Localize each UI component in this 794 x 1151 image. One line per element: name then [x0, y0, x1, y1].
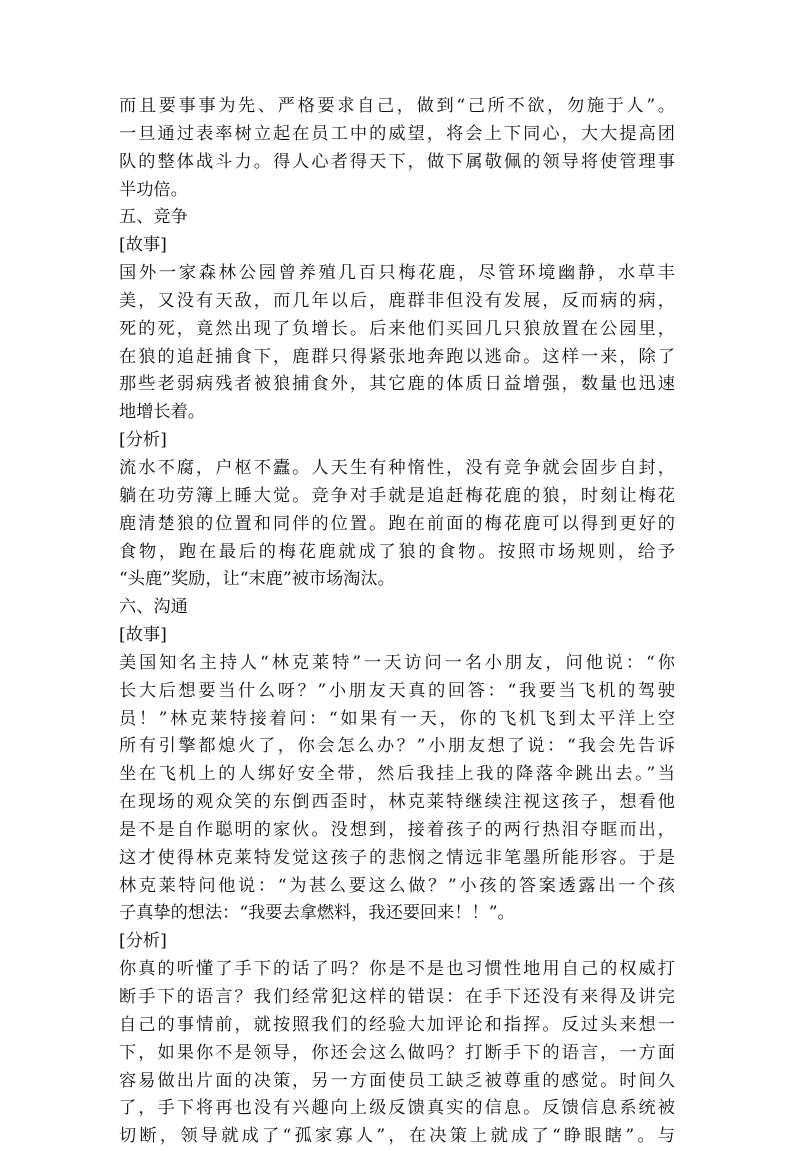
text-line: 坐在飞机上的人绑好安全带，然后我挂上我的降落伞跳出去。”当 — [119, 764, 675, 785]
text-line: 员！”林克莱特接着问：“如果有一天，你的飞机飞到太平洋上空 — [119, 708, 675, 729]
text-line: 鹿清楚狼的位置和同伴的位置。跑在前面的梅花鹿可以得到更好的 — [119, 513, 675, 534]
text-line: 一旦通过表率树立起在员工中的威望，将会上下同心，大大提高团 — [119, 123, 675, 144]
text-line: [故事] — [119, 235, 167, 256]
text-line: “头鹿”奖励，让“末鹿”被市场淘汰。 — [119, 569, 395, 590]
text-line: 断手下的语言？我们经常犯这样的错误：在手下还没有来得及讲完 — [119, 987, 675, 1007]
text-line: 流水不腐，户枢不蠹。人天生有种惰性，没有竞争就会固步自封， — [119, 457, 675, 478]
text-line: [分析] — [119, 931, 167, 952]
text-line: 在狼的追赶捕食下，鹿群只得紧张地奔跑以逃命。这样一来，除了 — [119, 346, 675, 367]
text-line: 躺在功劳簿上睡大觉。竞争对手就是追赶梅花鹿的狼，时刻让梅花 — [119, 485, 675, 506]
text-line: 自己的事情前，就按照我们的经验大加评论和指挥。反过头来想一 — [119, 1014, 675, 1035]
text-line: 五、竞争 — [119, 207, 188, 228]
text-line: 切断，领导就成了“孤家寡人”，在决策上就成了“睁眼瞎”。与 — [119, 1126, 675, 1147]
text-line: 在现场的观众笑的东倒西歪时，林克莱特继续注视这孩子，想看他 — [119, 792, 675, 813]
text-line: 是不是自作聪明的家伙。没想到，接着孩子的两行热泪夺眶而出， — [119, 819, 675, 840]
text-line: 容易做出片面的决策，另一方面使员工缺乏被尊重的感觉。时间久 — [119, 1070, 675, 1091]
text-line: 六、沟通 — [119, 597, 188, 618]
document-body — [119, 93, 675, 1151]
text-line: 死的死，竟然出现了负增长。后来他们买回几只狼放置在公园里， — [119, 318, 675, 339]
text-line: 了，手下将再也没有兴趣向上级反馈真实的信息。反馈信息系统被 — [119, 1098, 675, 1119]
text-line: [故事] — [119, 625, 167, 646]
text-line: 地增长着。 — [119, 402, 205, 423]
text-line: 队的整体战斗力。得人心者得天下，做下属敬佩的领导将使管理事 — [119, 151, 675, 172]
text-line: 国外一家森林公园曾养殖几百只梅花鹿，尽管环境幽静，水草丰 — [119, 263, 675, 284]
text-line: [分析] — [119, 430, 167, 451]
text-line: 长大后想要当什么呀？”小朋友天真的回答：“我要当飞机的驾驶 — [119, 680, 675, 701]
text-line: 你真的听懂了手下的话了吗？你是不是也习惯性地用自己的权威打 — [119, 959, 675, 980]
text-line: 那些老弱病残者被狼捕食外，其它鹿的体质日益增强，数量也迅速 — [119, 374, 675, 395]
text-line: 子真挚的想法：“我要去拿燃料，我还要回来！！”。 — [119, 903, 515, 924]
text-line: 这才使得林克莱特发觉这孩子的悲悯之情远非笔墨所能形容。于是 — [119, 847, 675, 868]
text-line: 美，又没有天敌，而几年以后，鹿群非但没有发展，反而病的病， — [119, 290, 675, 311]
text-line: 美国知名主持人“林克莱特”一天访问一名小朋友，问他说：“你 — [119, 652, 675, 673]
text-line: 下，如果你不是领导，你还会这么做吗？打断手下的语言，一方面 — [119, 1042, 675, 1063]
text-line: 而且要事事为先、严格要求自己，做到“己所不欲，勿施于人”。 — [119, 96, 675, 116]
text-line: 食物，跑在最后的梅花鹿就成了狼的食物。按照市场规则，给予 — [119, 541, 675, 562]
text-line: 所有引擎都熄火了，你会怎么办？”小朋友想了说：“我会先告诉 — [119, 736, 675, 757]
text-line: 半功倍。 — [119, 179, 188, 200]
text-line: 林克莱特问他说：“为甚么要这么做？”小孩的答案透露出一个孩 — [119, 875, 675, 896]
